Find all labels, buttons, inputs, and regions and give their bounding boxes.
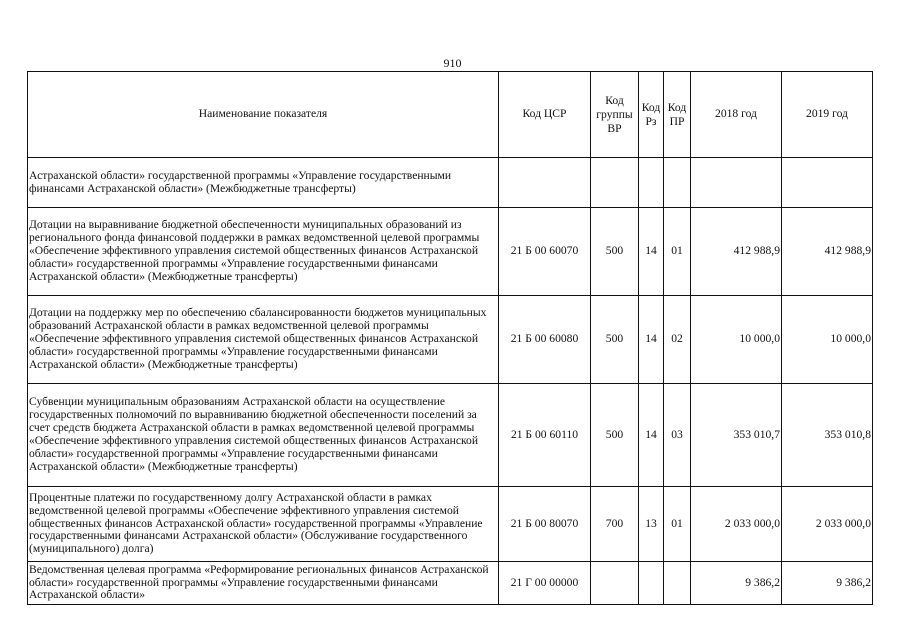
- cell-pr: 01: [664, 208, 691, 296]
- cell-pr: [664, 158, 691, 208]
- cell-2018: 412 988,9: [691, 208, 782, 296]
- page-number: 910: [443, 56, 462, 70]
- cell-2018: [691, 158, 782, 208]
- cell-vr: 500: [591, 208, 639, 296]
- cell-2019: 9 386,2: [782, 562, 873, 605]
- table-row: [28, 208, 873, 296]
- cell-name: Ведомственная целевая программа «Реформирование региональных финансов Астраханской области» государственной программы «Управление государственными финансами Астраханской области»: [28, 562, 499, 605]
- cell-2019: [782, 158, 873, 208]
- cell-csr: [499, 158, 591, 208]
- table-row: [28, 158, 873, 208]
- table-header-row: [28, 72, 873, 158]
- header-pr: Код ПР: [664, 72, 691, 158]
- cell-name: Субвенции муниципальным образованиям Астраханской области на осуществление государственных полномочий по выравниванию бюджетной обеспеченности поселений за счет средств бюджета Астраханской области в рамках ведомственной целевой программы «Обеспечение эффективного управления системой общественных финансов Астраханской области» государственной программы «Управление государственными финансами Астраханской области» (Межбюджетные трансферты): [28, 384, 499, 487]
- cell-name: Процентные платежи по государственному долгу Астраханской области в рамках ведомственной целевой программы «Обеспечение эффективного управления системой общественных финансов Астраханской области» государственной программы «Управление государственными финансами Астраханской области» (Обслуживание государственного (муниципального) долга): [28, 487, 499, 562]
- cell-vr: 500: [591, 296, 639, 384]
- cell-pr: 03: [664, 384, 691, 487]
- cell-name: Дотации на поддержку мер по обеспечению сбалансированности бюджетов муниципальных образований Астраханской области в рамках ведомственной целевой программы «Обеспечение эффективного управления системой общественных финансов Астраханской области» государственной программы «Управление государственными финансами Астраханской области» (Межбюджетные трансферты): [28, 296, 499, 384]
- header-vr: Код группы ВР: [591, 72, 639, 158]
- cell-2019: 2 033 000,0: [782, 487, 873, 562]
- budget-table: [27, 71, 873, 605]
- cell-csr: 21 Б 00 80070: [499, 487, 591, 562]
- cell-vr: [591, 562, 639, 605]
- cell-rz: 14: [639, 296, 664, 384]
- header-2018: 2018 год: [691, 72, 782, 158]
- cell-2019: 412 988,9: [782, 208, 873, 296]
- cell-rz: 13: [639, 487, 664, 562]
- table-row: [28, 487, 873, 562]
- cell-2018: 10 000,0: [691, 296, 782, 384]
- cell-name: Астраханской области» государственной программы «Управление государственными финансами Астраханской области» (Межбюджетные трансферты): [28, 158, 499, 208]
- header-2019: 2019 год: [782, 72, 873, 158]
- cell-pr: [664, 562, 691, 605]
- cell-csr: 21 Г 00 00000: [499, 562, 591, 605]
- cell-2018: 353 010,7: [691, 384, 782, 487]
- table-row: [28, 384, 873, 487]
- cell-name: Дотации на выравнивание бюджетной обеспеченности муниципальных образований из регионального фонда финансовой поддержки в рамках ведомственной целевой программы «Обеспечение эффективного управления системой общественных финансов Астраханской области» государственной программы «Управление государственными финансами Астраханской области» (Межбюджетные трансферты): [28, 208, 499, 296]
- header-rz: Код Рз: [639, 72, 664, 158]
- cell-rz: 14: [639, 384, 664, 487]
- cell-2018: 2 033 000,0: [691, 487, 782, 562]
- cell-csr: 21 Б 00 60110: [499, 384, 591, 487]
- cell-vr: 700: [591, 487, 639, 562]
- cell-pr: 01: [664, 487, 691, 562]
- cell-rz: [639, 158, 664, 208]
- header-name: Наименование показателя: [28, 72, 499, 158]
- cell-2019: 353 010,8: [782, 384, 873, 487]
- cell-rz: [639, 562, 664, 605]
- cell-pr: 02: [664, 296, 691, 384]
- cell-csr: 21 Б 00 60070: [499, 208, 591, 296]
- header-csr: Код ЦСР: [499, 72, 591, 158]
- cell-2019: 10 000,0: [782, 296, 873, 384]
- table-row: [28, 296, 873, 384]
- cell-2018: 9 386,2: [691, 562, 782, 605]
- table-row: [28, 562, 873, 605]
- cell-vr: [591, 158, 639, 208]
- cell-vr: 500: [591, 384, 639, 487]
- cell-rz: 14: [639, 208, 664, 296]
- cell-csr: 21 Б 00 60080: [499, 296, 591, 384]
